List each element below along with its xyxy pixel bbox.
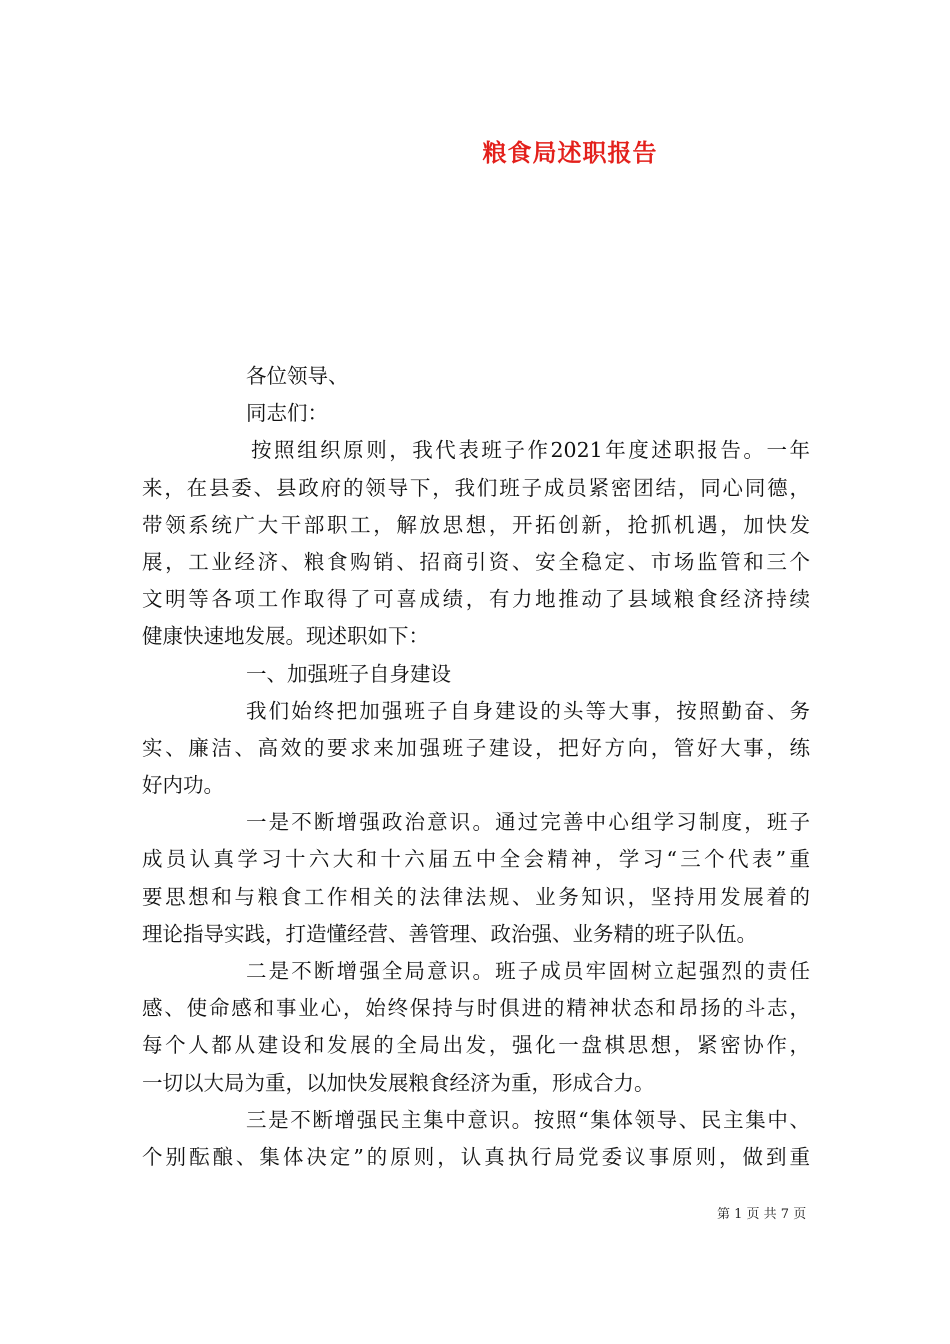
section-heading: 一、加强班子自身建设 <box>246 661 451 686</box>
document-title: 粮食局述职报告 <box>482 138 658 167</box>
paragraph-line: 我们始终把加强班子自身建设的头等大事，按照勤奋、务 <box>246 698 810 723</box>
page-number: 第 1 页 共 7 页 <box>717 1207 807 1222</box>
paragraph-line: 好内功。 <box>142 773 224 798</box>
paragraph-line: 健康快速地发展。现述职如下： <box>142 624 429 649</box>
paragraph-line: 每个人都从建设和发展的全局出发，强化一盘棋思想，紧密协作， <box>142 1033 810 1058</box>
paragraph-line: 要思想和与粮食工作相关的法律法规、业务知识，坚持用发展着的 <box>142 884 810 909</box>
paragraph-line: 成员认真学习十六大和十六届五中全会精神，学习“三个代表”重 <box>142 847 810 872</box>
paragraph-line: 来，在县委、县政府的领导下，我们班子成员紧密团结，同心同德， <box>142 475 810 500</box>
paragraph-line: 个别酝酿、集体决定”的原则，认真执行局党委议事原则，做到重 <box>142 1144 810 1169</box>
paragraph-line: 三是不断增强民主集中意识。按照“集体领导、民主集中、 <box>246 1107 810 1132</box>
paragraph-line: 一是不断增强政治意识。通过完善中心组学习制度，班子 <box>246 810 810 835</box>
paragraph-line: 理论指导实践，打造懂经营、善管理、政治强、业务精的班子队伍。 <box>142 921 757 946</box>
paragraph-line: 感、使命感和事业心，始终保持与时俱进的精神状态和昂扬的斗志， <box>142 996 810 1021</box>
salutation-line: 同志们： <box>246 401 328 426</box>
document-body <box>142 358 810 1176</box>
paragraph-line: 带领系统广大干部职工，解放思想，开拓创新，抢抓机遇，加快发 <box>142 512 810 537</box>
paragraph-line: 二是不断增强全局意识。班子成员牢固树立起强烈的责任 <box>246 959 810 983</box>
paragraph-line: 实、廉洁、高效的要求来加强班子建设，把好方向，管好大事，练 <box>142 735 810 760</box>
paragraph-line: 一切以大局为重，以加快发展粮食经济为重，形成合力。 <box>142 1070 655 1095</box>
paragraph-line: 按照组织原则，我代表班子作2021年度述职报告。一年 <box>251 438 810 463</box>
paragraph-line: 文明等各项工作取得了可喜成绩，有力地推动了县域粮食经济持续 <box>142 587 810 612</box>
paragraph-line: 展，工业经济、粮食购销、招商引资、安全稳定、市场监管和三个 <box>142 549 810 574</box>
salutation-line: 各位领导、 <box>246 364 349 388</box>
